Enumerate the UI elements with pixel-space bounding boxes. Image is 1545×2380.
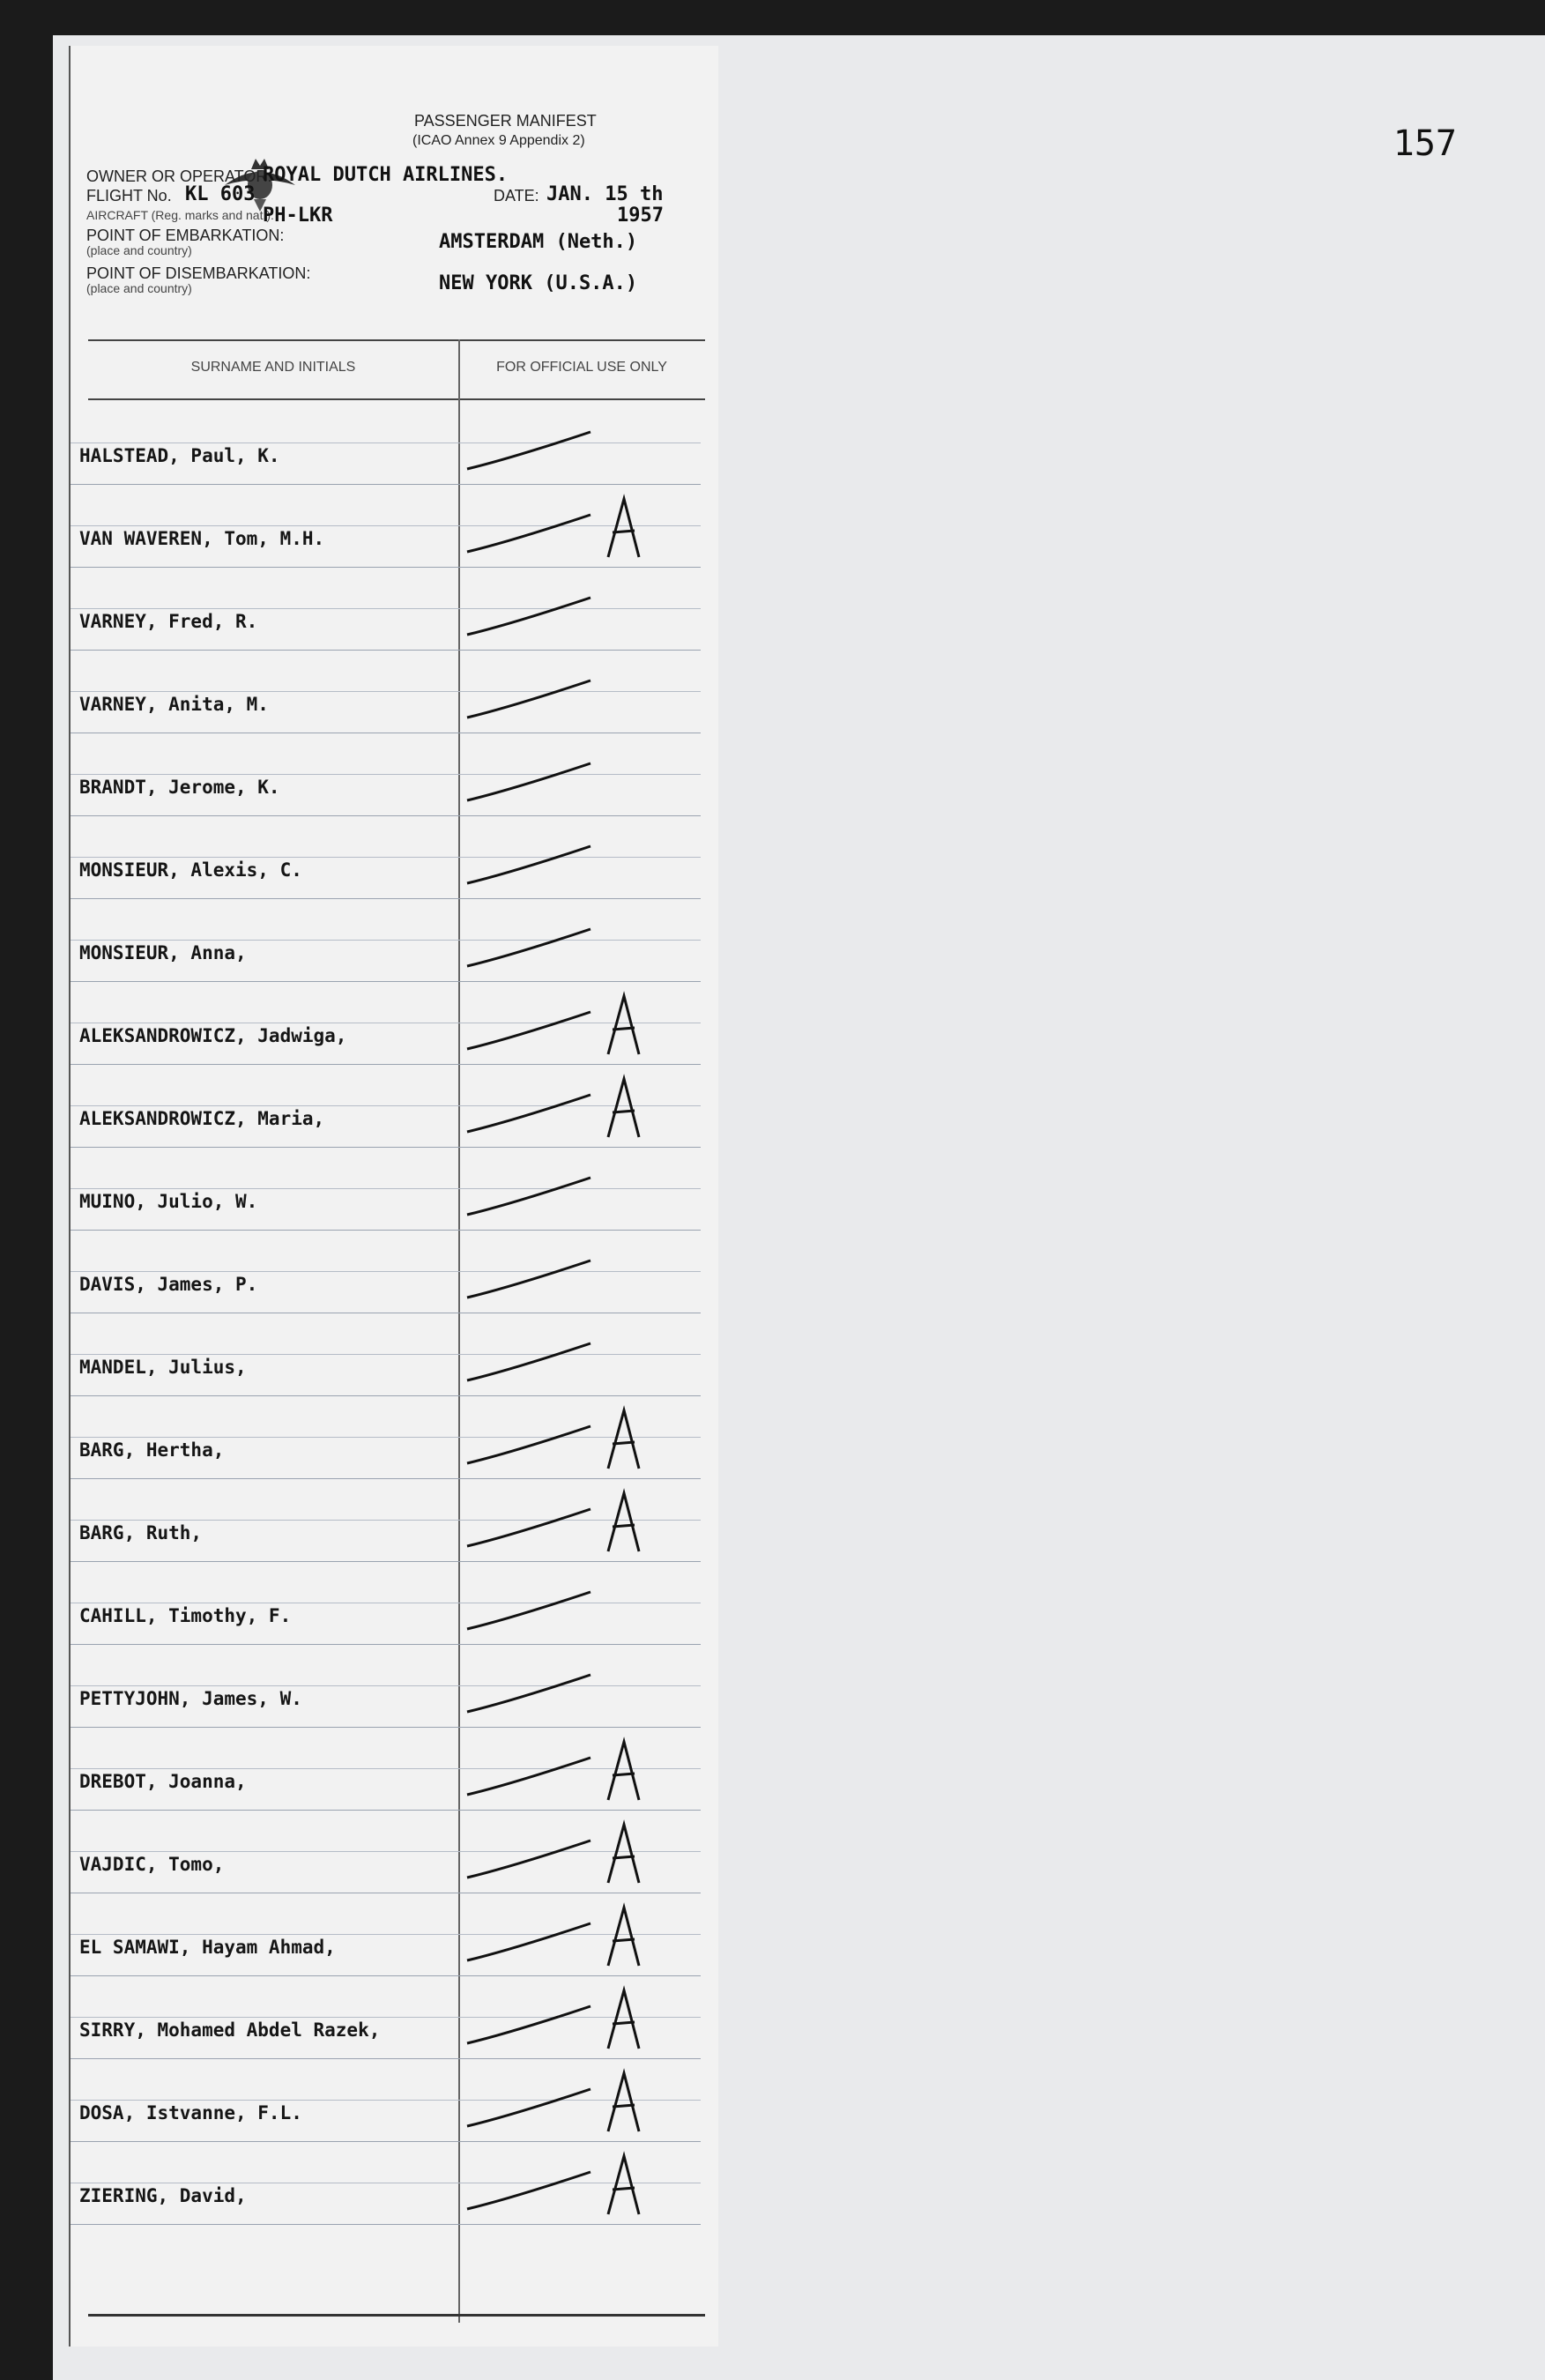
table-row: [71, 1975, 701, 2059]
table-row: [71, 815, 701, 899]
table-row: [71, 1395, 701, 1479]
admitted-mark: [458, 1400, 670, 1474]
form-title: PASSENGER MANIFEST: [414, 112, 597, 130]
date-label: DATE:: [494, 187, 539, 205]
embark-sub: (place and country): [86, 243, 192, 257]
table-row: [71, 2058, 701, 2142]
embark-label: POINT OF EMBARKATION:: [86, 227, 285, 244]
table-row: [71, 650, 701, 733]
owner-value: ROYAL DUTCH AIRLINES.: [263, 164, 509, 186]
page-number: 157: [1393, 123, 1457, 164]
table-row: [71, 1230, 701, 1313]
passenger-name: HALSTEAD, Paul, K.: [79, 445, 280, 466]
table-row: [71, 898, 701, 982]
passenger-name: VAJDIC, Tomo,: [79, 1854, 225, 1875]
passenger-name: DAVIS, James, P.: [79, 1274, 258, 1295]
passenger-name: SIRRY, Mohamed Abdel Razek,: [79, 2019, 381, 2041]
check-mark: [458, 1151, 670, 1225]
check-mark: [458, 1234, 670, 1308]
header-rule: [88, 339, 705, 341]
embark-value: AMSTERDAM (Neth.): [439, 231, 638, 253]
admitted-mark: [458, 488, 670, 562]
disembark-label: POINT OF DISEMBARKATION:: [86, 264, 311, 282]
passenger-name: BARG, Ruth,: [79, 1522, 203, 1543]
passenger-name: ZIERING, David,: [79, 2185, 247, 2206]
col-official-header: FOR OFFICIAL USE ONLY: [496, 360, 667, 375]
form-subtitle: (ICAO Annex 9 Appendix 2): [412, 133, 585, 148]
check-mark: [458, 1317, 670, 1391]
owner-label: OWNER OR OPERATOR:: [86, 167, 272, 185]
passenger-name: VAN WAVEREN, Tom, M.H.: [79, 528, 325, 549]
passenger-name: CAHILL, Timothy, F.: [79, 1605, 292, 1626]
passenger-name: DREBOT, Joanna,: [79, 1771, 247, 1792]
year-value: 1957: [617, 205, 664, 227]
col-surname-header: SURNAME AND INITIALS: [190, 360, 356, 375]
table-row: [71, 1478, 701, 1562]
table-row: [71, 1893, 701, 1976]
table-row: [71, 567, 701, 651]
table-row: [71, 981, 701, 1065]
footer-rule: [88, 2314, 705, 2317]
table-row: [71, 2141, 701, 2225]
table-row: [71, 1313, 701, 1396]
disembark-value: NEW YORK (U.S.A.): [439, 272, 638, 294]
table-row: [71, 1810, 701, 1893]
passenger-name: MONSIEUR, Anna,: [79, 942, 247, 963]
passenger-name: BARG, Hertha,: [79, 1439, 225, 1461]
table-row: [71, 1064, 701, 1148]
admitted-mark: [458, 1731, 670, 1805]
passenger-name: DOSA, Istvanne, F.L.: [79, 2102, 302, 2123]
date-value: JAN. 15 th: [546, 183, 664, 205]
check-mark: [458, 1648, 670, 1722]
table-row: [71, 1727, 701, 1811]
aircraft-value: PH-LKR: [263, 205, 333, 227]
table-row: [71, 484, 701, 568]
table-row: [71, 1561, 701, 1645]
check-mark: [458, 1566, 670, 1640]
table-row: [71, 733, 701, 816]
passenger-name: VARNEY, Anita, M.: [79, 694, 269, 715]
admitted-mark: [458, 1068, 670, 1142]
table-row: [71, 1147, 701, 1231]
admitted-mark: [458, 1814, 670, 1888]
passenger-name: ALEKSANDROWICZ, Maria,: [79, 1108, 325, 1129]
check-mark: [458, 903, 670, 977]
table-row: [71, 1644, 701, 1728]
admitted-mark: [458, 1483, 670, 1557]
flight-value: KL 603: [185, 183, 256, 205]
header-rule-bottom: [88, 398, 705, 400]
admitted-mark: [458, 2063, 670, 2137]
flight-label: FLIGHT No.: [86, 187, 172, 205]
admitted-mark: [458, 985, 670, 1060]
disembark-sub: (place and country): [86, 281, 192, 295]
admitted-mark: [458, 1980, 670, 2054]
admitted-mark: [458, 1897, 670, 1971]
check-mark: [458, 405, 670, 480]
aircraft-label: AIRCRAFT (Reg. marks and nat.):: [86, 208, 274, 222]
passenger-name: PETTYJOHN, James, W.: [79, 1688, 302, 1709]
check-mark: [458, 571, 670, 645]
table-row: [71, 401, 701, 485]
passenger-name: ALEKSANDROWICZ, Jadwiga,: [79, 1025, 347, 1046]
check-mark: [458, 737, 670, 811]
check-mark: [458, 654, 670, 728]
passenger-name: MUINO, Julio, W.: [79, 1191, 258, 1212]
passenger-name: VARNEY, Fred, R.: [79, 611, 258, 632]
passenger-name: BRANDT, Jerome, K.: [79, 777, 280, 798]
admitted-mark: [458, 2146, 670, 2220]
passenger-name: MANDEL, Julius,: [79, 1357, 247, 1378]
passenger-name: EL SAMAWI, Hayam Ahmad,: [79, 1937, 336, 1958]
check-mark: [458, 820, 670, 894]
passenger-name: MONSIEUR, Alexis, C.: [79, 859, 302, 881]
